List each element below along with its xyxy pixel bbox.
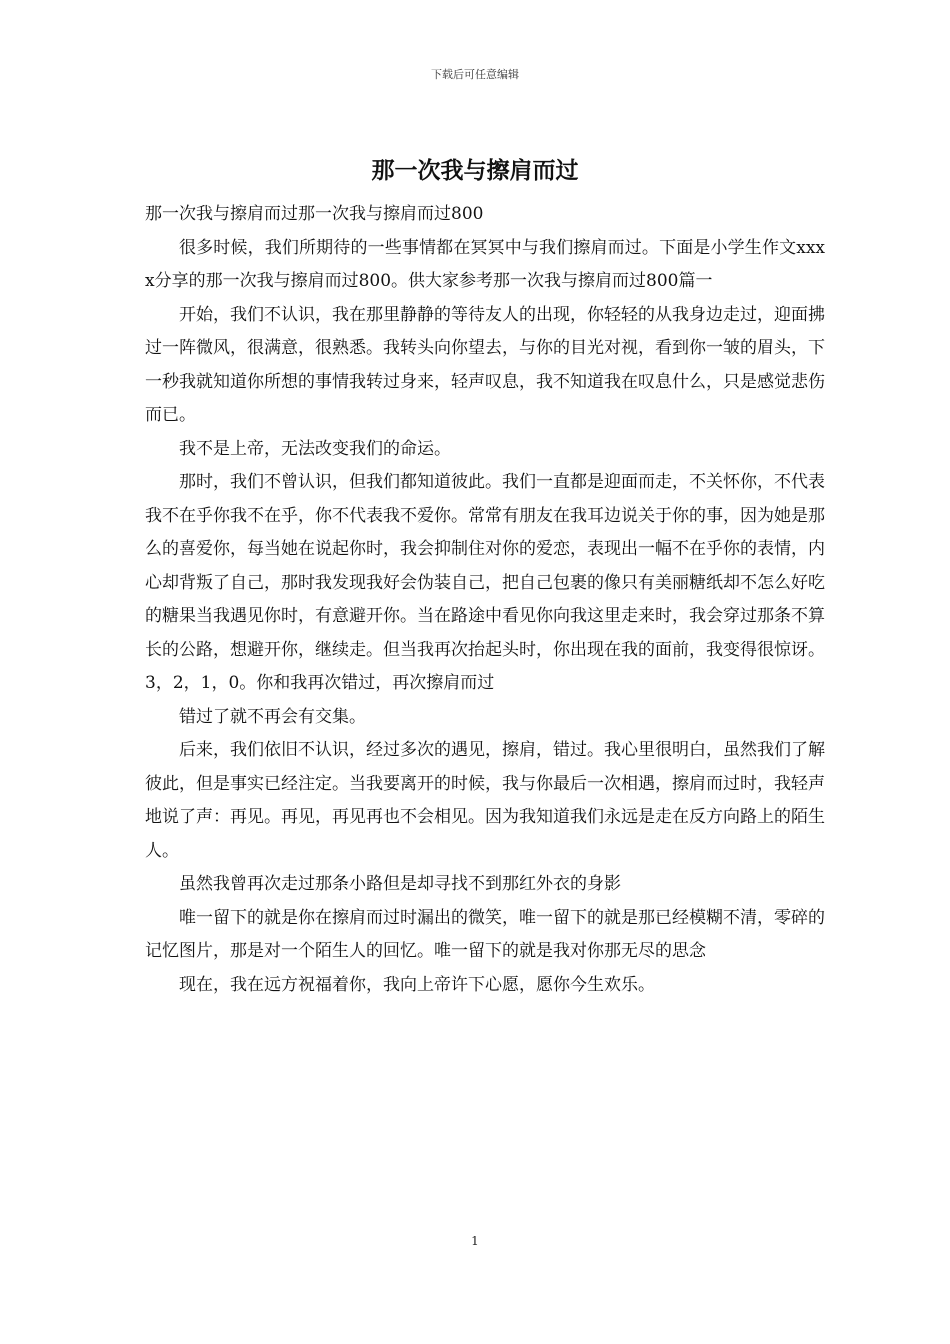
- paragraph: 后来，我们依旧不认识，经过多次的遇见，擦肩，错过。我心里很明白，虽然我们了解彼此，但是事实已经注定。当我要离开的时候，我与你最后一次相遇，擦肩而过时，我轻声地说了声：再见。再见，再见再也不会相见。因为我知道我们永远是走在反方向路上的陌生人。: [145, 740, 825, 861]
- document-body: [145, 198, 825, 1002]
- header-note: 下载后可任意编辑: [431, 68, 519, 81]
- paragraph: 那时，我们不曾认识，但我们都知道彼此。我们一直都是迎面而走，不关怀你，不代表我不在乎你我不在乎，你不代表我不爱你。常常有朋友在我耳边说关于你的事，因为她是那么的喜爱你，每当她在说起你时，我会抑制住对你的爱恋，表现出一幅不在乎你的表情，内心却背叛了自己，那时我发现我好会伪装自己，把自己包裹的像只有美丽糖纸却不怎么好吃的糖果当我遇见你时，有意避开你。当在路途中看见你向我这里走来时，我会穿过那条不算长的公路，想避开你，继续走。但当我再次抬起头时，你出现在我的面前，我变得很惊讶。3，2，1，0。你和我再次错过，再次擦肩而过: [145, 472, 825, 693]
- paragraph: 错过了就不再会有交集。: [179, 706, 366, 727]
- page-number: 1: [471, 1234, 479, 1248]
- paragraph: 我不是上帝，无法改变我们的命运。: [179, 438, 451, 459]
- paragraph: 现在，我在远方祝福着你，我向上帝许下心愿，愿你今生欢乐。: [179, 974, 655, 995]
- paragraph: 很多时候，我们所期待的一些事情都在冥冥中与我们擦肩而过。下面是小学生作文xxxx分享的那一次我与擦肩而过800。供大家参考那一次我与擦肩而过800篇一: [145, 237, 825, 291]
- document-title: 那一次我与擦肩而过: [371, 158, 579, 184]
- paragraph: 虽然我曾再次走过那条小路但是却寻找不到那红外衣的身影: [179, 874, 621, 894]
- paragraph: 开始，我们不认识，我在那里静静的等待友人的出现，你轻轻的从我身边走过，迎面拂过一阵微风，很满意，很熟悉。我转头向你望去，与你的目光对视，看到你一皱的眉头，下一秒我就知道你所想的事情我转过身来，轻声叹息，我不知道我在叹息什么，只是感觉悲伤而已。: [145, 304, 825, 425]
- paragraph: 唯一留下的就是你在擦肩而过时漏出的微笑，唯一留下的就是那已经模糊不清，零碎的记忆图片，那是对一个陌生人的回忆。唯一留下的就是我对你那无尽的思念: [145, 907, 825, 961]
- subtitle-line: 那一次我与擦肩而过那一次我与擦肩而过800: [145, 204, 484, 224]
